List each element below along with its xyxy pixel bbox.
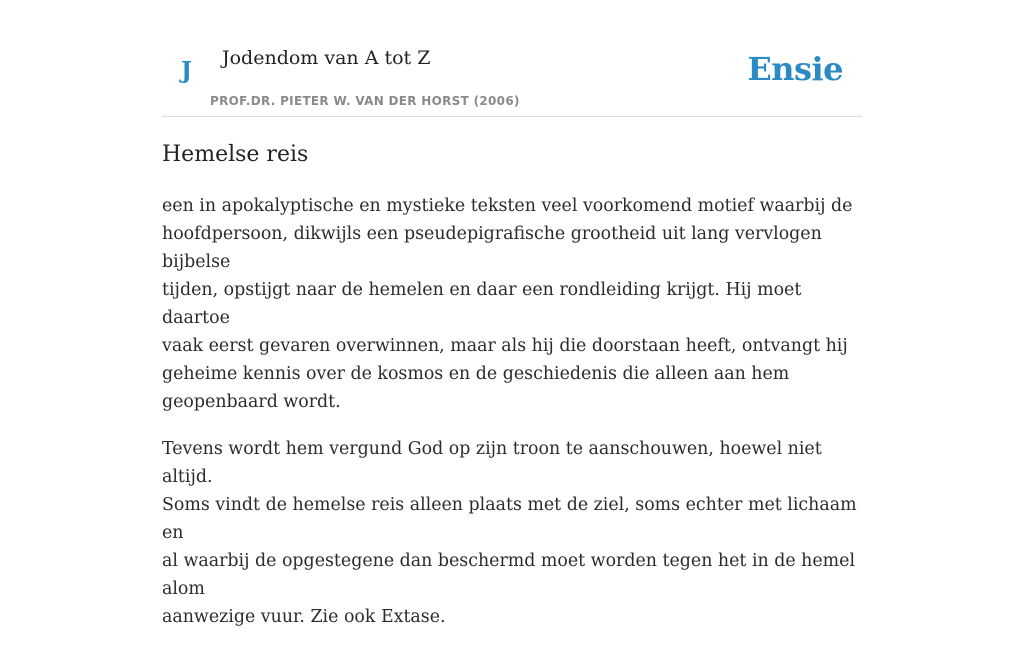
- entry-paragraph-2: Tevens wordt hem vergund God op zijn troon te aanschouwen, hoewel niet altijd. Soms vindt de hemelse reis alleen plaats met de ziel, soms echter met lichaam en al waarbij de opgestegene dan beschermd moet worden tegen het in de hemel alom aanwezige vuur. Zie ook Extase.: [162, 439, 857, 627]
- book-header: [162, 0, 862, 117]
- book-title-link[interactable]: Jodendom van A tot Z: [222, 47, 431, 69]
- entry-body: [162, 192, 862, 650]
- page: [162, 0, 862, 627]
- book-letter-badge[interactable]: J: [181, 57, 192, 84]
- entry-paragraph-1: een in apokalyptische en mystieke teksten veel voorkomend motief waarbij de hoofdpersoon, dikwijls een pseudepigrafische grootheid uit lang vervlogen bijbelse tijden, opstijgt naar de hemelen en daar een rondleiding krijgt. Hij moet daartoe vaak eerst gevaren overwinnen, maar als hij die doorstaan heeft, ontvangt hij geheime kennis over de kosmos en de geschiedenis die alleen aan hem geopenbaard wordt.: [162, 196, 853, 412]
- entry-title: Hemelse reis: [162, 142, 309, 167]
- ensie-logo[interactable]: Ensie: [747, 50, 843, 88]
- book-author: PROF.DR. PIETER W. VAN DER HORST (2006): [210, 94, 520, 108]
